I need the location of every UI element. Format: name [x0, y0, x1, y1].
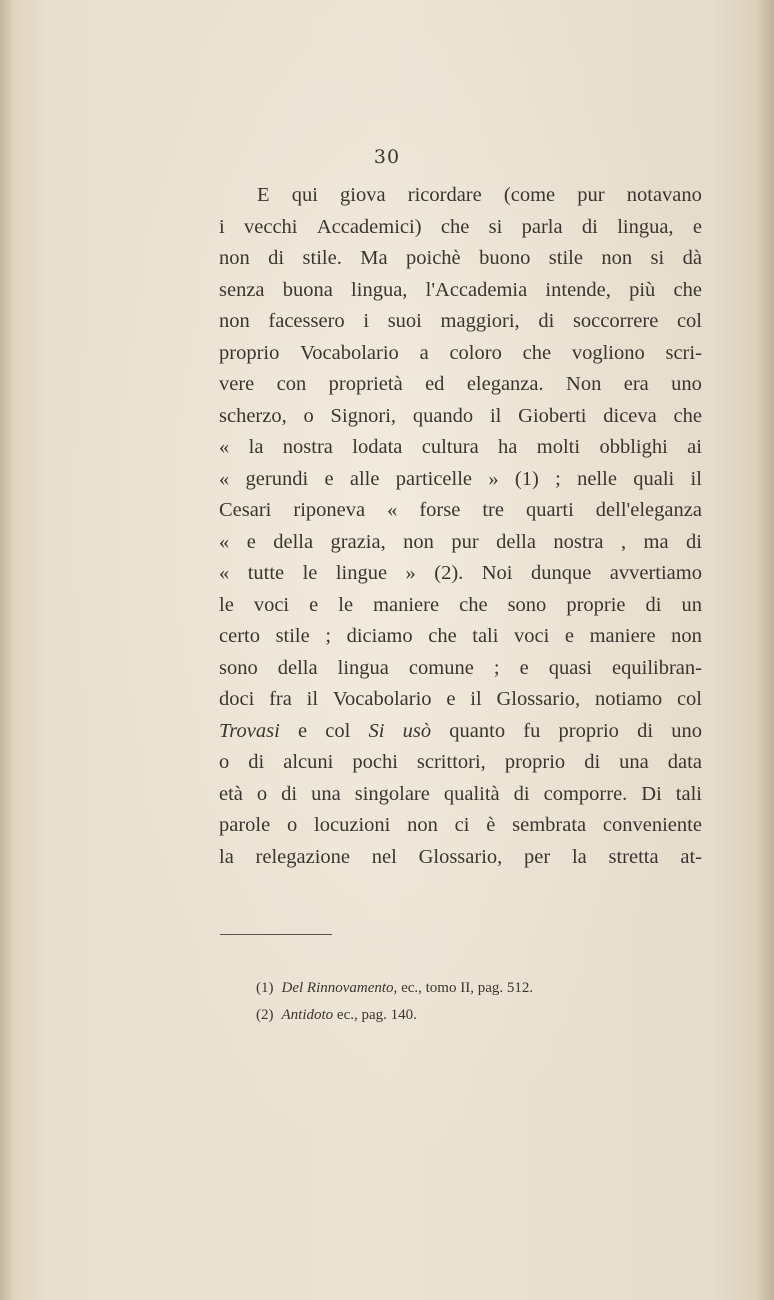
- text-line: vere con proprietà ed eleganza. Non era uno: [219, 373, 702, 395]
- footnote-1: [256, 975, 533, 1002]
- page-number: 30: [373, 146, 401, 168]
- text-line: scherzo, o Signori, quando il Gioberti diceva che: [219, 404, 702, 427]
- text-line: non di stile. Ma poichè buono stile non si dà: [219, 247, 702, 269]
- page-edge-left: [0, 0, 14, 1300]
- text-line: senza buona lingua, l'Accademia intende, più che: [219, 278, 702, 301]
- text-line: non facessero i suoi maggiori, di soccorrere col: [219, 310, 702, 332]
- footnote-mark: (2): [256, 1007, 274, 1023]
- footnote-2: [256, 1002, 533, 1029]
- text-line: parole o locuzioni non ci è sembrata conveniente: [219, 814, 702, 836]
- footnote-title: Antidoto: [281, 1007, 334, 1023]
- body-text: [219, 180, 702, 873]
- footnote-rest: ec., tomo II, pag. 512.: [401, 980, 534, 996]
- text-line: o di alcuni pochi scrittori, proprio di una data: [219, 751, 702, 773]
- text-line: certo stile ; diciamo che tali voci e maniere non: [219, 625, 702, 647]
- text-line: Trovasi e col Si usò quanto fu proprio di uno: [219, 719, 702, 742]
- text-line: « la nostra lodata cultura ha molti obblighi ai: [219, 436, 702, 458]
- footnote-mark: (1): [256, 980, 274, 996]
- text-line: proprio Vocabolario a coloro che vogliono scri-: [219, 341, 702, 364]
- text-line: sono della lingua comune ; e quasi equilibran-: [219, 656, 702, 679]
- footnote-title: Del Rinnovamento,: [281, 980, 398, 996]
- text-line: età o di una singolare qualità di comporre. Di tali: [219, 782, 702, 805]
- text-line: doci fra il Vocabolario e il Glossario, notiamo col: [219, 688, 702, 710]
- text-line: « tutte le lingue » (2). Noi dunque avvertiamo: [219, 562, 702, 584]
- text-line: le voci e le maniere che sono proprie di un: [219, 593, 702, 616]
- text-line: i vecchi Accademici) che si parla di lingua, e: [219, 215, 702, 238]
- text-line: « gerundi e alle particelle » (1) ; nelle quali il: [219, 467, 702, 490]
- footnote-rest: ec., pag. 140.: [336, 1007, 417, 1023]
- footnote-divider: [220, 934, 332, 935]
- text-line: « e della grazia, non pur della nostra , ma di: [219, 530, 702, 553]
- footnotes: [256, 975, 533, 1029]
- text-line: E qui giova ricordare (come pur notavano: [257, 184, 702, 206]
- page-edge-right: [756, 0, 774, 1300]
- text-line: Cesari riponeva « forse tre quarti dell'eleganza: [219, 499, 702, 521]
- text-line: la relegazione nel Glossario, per la stretta at-: [219, 845, 702, 868]
